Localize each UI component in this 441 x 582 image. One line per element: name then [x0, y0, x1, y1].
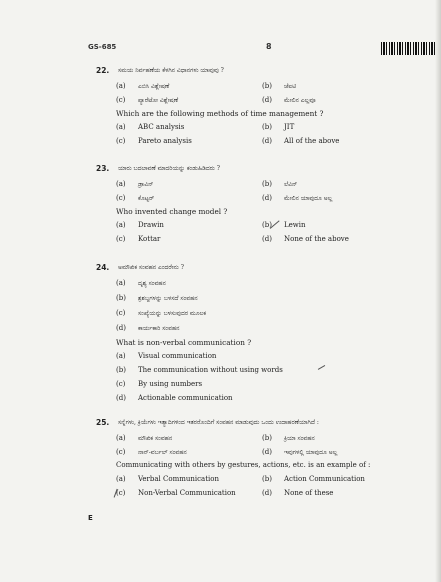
paper-code: GS-685: [88, 43, 117, 51]
option-c: [116, 489, 236, 497]
question-number: 25.: [96, 418, 110, 427]
option-c-kannada: [116, 194, 154, 203]
question-text-kannada: ಸಮಯ ನಿರ್ವಹಣೆಯ ಕೆಳಗಿನ ವಿಧಾನಗಳು ಯಾವುವು ?: [118, 67, 224, 74]
option-text: Action Communication: [284, 475, 365, 483]
option-marker: (b): [262, 221, 272, 229]
option-text: ಜೆಐಟಿ: [284, 83, 297, 90]
option-c: [116, 235, 160, 243]
option-marker: (d): [262, 235, 272, 243]
option-text: Kottar: [138, 235, 161, 243]
option-a: [116, 475, 219, 483]
option-d-kannada: [262, 96, 316, 105]
option-text: Visual communication: [138, 352, 217, 360]
option-text: Actionable communication: [138, 394, 233, 402]
question-text-english: Who invented change model ?: [116, 207, 228, 216]
option-text: ABC analysis: [138, 123, 185, 131]
option-text: All of the above: [284, 137, 340, 145]
option-text: ಶ್ರಶಬ್ದಗಳನ್ನು ಬಳಸದೆ ಸಂವಹನ: [138, 295, 198, 302]
question-number: 22.: [96, 66, 110, 75]
option-marker: (d): [262, 489, 272, 497]
option-b: [262, 123, 294, 131]
question-text-kannada: ಸನ್ನೆಗಳು, ಕ್ರಿಯೆಗಳು ಇತ್ಯಾದಿಗಳಿಂದ ಇತರರೊಂದಿಗೆ ಸಂವಹನ ಮಾಡುವುದು ಒಂದು ಉದಾಹರಣೆಯಾಗಿದೆ :: [118, 419, 319, 426]
option-c-kannada: [116, 96, 178, 105]
option-marker: (d): [116, 394, 126, 402]
option-marker: (b): [116, 366, 126, 374]
option-marker: (d): [262, 448, 272, 456]
question-text-english: Which are the following methods of time management ?: [116, 109, 324, 118]
option-d-kannada: [262, 194, 332, 203]
option-b-kannada: [262, 82, 296, 91]
option-text: JIT: [284, 123, 295, 131]
option-marker: (c): [116, 380, 126, 388]
option-marker: (c): [116, 235, 126, 243]
question-text-english: Communicating with others by gestures, actions, etc. is an example of :: [116, 461, 371, 469]
option-text: ಮೇಲಿನ ಯಾವುದೂ ಅಲ್ಲ: [284, 195, 333, 202]
option-a: [116, 352, 216, 360]
option-a: [116, 221, 164, 229]
option-marker: (c): [116, 137, 126, 145]
question-number: 24.: [96, 263, 110, 272]
option-b-kannada: [262, 434, 315, 443]
option-a-kannada: [116, 82, 169, 91]
option-text: ಮೌಖಿಕ ಸಂವಹನ: [138, 435, 173, 442]
option-marker: (a): [116, 123, 126, 131]
option-text: Non-Verbal Communication: [138, 489, 236, 497]
page-footer-code: E: [88, 514, 93, 522]
option-text: ದೃಶ್ಯ ಸಂವಹನ: [138, 280, 166, 287]
option-marker: (d): [262, 194, 272, 202]
option-a-kannada: [116, 279, 166, 288]
option-marker: (d): [116, 324, 126, 332]
option-marker: (b): [262, 82, 272, 90]
option-d-kannada: [262, 448, 337, 457]
page-edge-shadow: [435, 0, 441, 582]
option-marker: (b): [262, 475, 272, 483]
option-d: [262, 137, 339, 145]
option-marker: (b): [262, 434, 272, 442]
option-marker: (d): [262, 137, 272, 145]
option-text: ಸಂಖ್ಯೆಯನ್ನು ಬಳಸುವುದರ ಮೂಲಕ: [138, 310, 207, 317]
option-text: None of the above: [284, 235, 349, 243]
option-text: ಡ್ರಾವಿನ್: [138, 181, 154, 188]
option-d-kannada: [116, 324, 179, 333]
option-marker: (a): [116, 221, 126, 229]
option-marker: (a): [116, 352, 126, 360]
option-c-kannada: [116, 448, 187, 457]
option-text: Verbal Communication: [138, 475, 219, 483]
option-marker: (a): [116, 475, 126, 483]
option-text: ಎಬಿಸಿ ವಿಶ್ಲೇಷಣೆ: [138, 83, 170, 90]
option-text: None of these: [284, 489, 334, 497]
option-d: [262, 235, 349, 243]
option-text: ಇವುಗಳಲ್ಲಿ ಯಾವುದೂ ಅಲ್ಲ: [284, 449, 338, 456]
option-c-kannada: [116, 309, 206, 318]
option-marker: (c): [116, 448, 126, 456]
question-text-kannada: ಯಾರು ಬದಲಾವಣೆ ಮಾದರಿಯನ್ನು ಕಂಡುಹಿಡಿದರು ?: [118, 165, 220, 172]
option-marker: (c): [116, 96, 126, 104]
option-marker: (d): [262, 96, 272, 104]
option-a: [116, 123, 184, 131]
option-text: The communication without using words: [138, 366, 283, 374]
option-marker: (c): [116, 194, 126, 202]
barcode-icon: [381, 42, 437, 55]
option-b-kannada: [262, 180, 297, 189]
option-text: Drawin: [138, 221, 164, 229]
option-c: [116, 380, 202, 388]
option-text: Pareto analysis: [138, 137, 192, 145]
option-b: [116, 366, 283, 374]
option-b-kannada: [116, 294, 198, 303]
option-text: ಪ್ಯಾರೆಟೋ ವಿಶ್ಲೇಷಣೆ: [138, 97, 179, 104]
option-marker: (b): [116, 294, 126, 302]
page-number: 8: [266, 42, 272, 51]
option-text: ಲೆವಿನ್: [284, 181, 298, 188]
option-text: ಕಾರ್ಯಕಾರಿ ಸಂವಹನ: [138, 325, 180, 332]
question-text-kannada: ಅಮೌಖಿಕ ಸಂವಹನ ಎಂದರೇನು ?: [118, 264, 184, 271]
option-marker: (a): [116, 279, 126, 287]
option-marker: (a): [116, 180, 126, 188]
option-marker: (c): [116, 309, 126, 317]
option-d: [262, 489, 333, 497]
option-a-kannada: [116, 434, 172, 443]
option-text: Lewin: [284, 221, 306, 229]
option-marker: (b): [262, 180, 272, 188]
option-text: ಕೊಟ್ಟರ್: [138, 195, 155, 202]
option-text: ಕ್ರಿಯಾ ಸಂವಹನ: [284, 435, 315, 442]
question-number: 23.: [96, 164, 110, 173]
option-c: [116, 137, 192, 145]
option-marker: (c): [116, 489, 126, 497]
question-text-english: What is non-verbal communication ?: [116, 338, 252, 347]
option-d: [116, 394, 233, 402]
option-a-kannada: [116, 180, 153, 189]
option-marker: (b): [262, 123, 272, 131]
option-marker: (a): [116, 434, 126, 442]
option-text: ಮೇಲಿನ ಎಲ್ಲವೂ: [284, 97, 316, 104]
option-text: ನಾನ್-ವರ್ಬಲ್ ಸಂವಹನ: [138, 449, 187, 456]
pen-scribble-mark: [318, 365, 325, 370]
option-b: [262, 475, 365, 483]
option-marker: (a): [116, 82, 126, 90]
option-text: By using numbers: [138, 380, 203, 388]
